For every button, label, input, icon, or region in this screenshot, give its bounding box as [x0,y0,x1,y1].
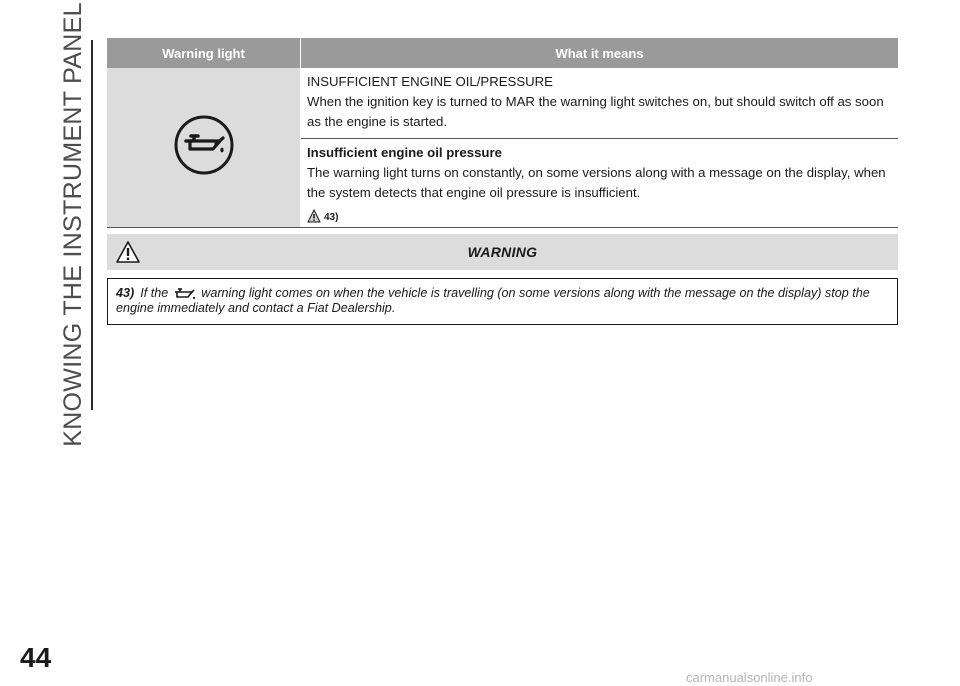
entry-text-1: When the ignition key is turned to MAR the warning light switches on, but should switch off as soon as the engine is started. [307,94,884,129]
warning-light-description [301,68,899,228]
table-row [107,68,898,228]
warning-header [107,234,898,270]
section-divider [91,40,93,410]
column-header-what-it-means: What it means [301,38,899,68]
reference-line [307,205,894,223]
entry-title-2: Insufficient engine oil pressure [307,145,502,160]
column-header-warning-light: Warning light [107,38,301,68]
warning-note [107,278,898,325]
warning-light-cell [107,68,301,228]
warning-reference: 43) [324,212,339,223]
entry-divider [301,138,898,139]
watermark: carmanualsonline.info [686,670,813,685]
warning-title: WARNING [467,244,538,260]
page-number: 44 [20,642,52,673]
warning-text-before: If the [140,286,169,300]
oil-can-icon [174,288,196,300]
warning-box [107,234,898,325]
section-title-vertical [58,1,88,447]
warning-number: 43) [116,286,135,300]
oil-can-icon [173,114,235,176]
table-header-row [107,38,898,68]
warning-triangle-icon [115,240,141,264]
entry-text-2: The warning light turns on constantly, on some versions along with a message on the display, when the system detects that engine oil pressure is insufficient. [307,165,886,200]
entry-title-1: INSUFFICIENT ENGINE OIL/PRESSURE [307,74,553,89]
warning-triangle-icon [307,209,321,223]
section-title: KNOWING THE INSTRUMENT PANEL [58,1,87,447]
warning-light-table [107,38,898,228]
warning-text-after: warning light comes on when the vehicle is travelling (on some versions along with the message on the display) stop the engine immediately and contact a Fiat Dealership. [116,286,870,315]
